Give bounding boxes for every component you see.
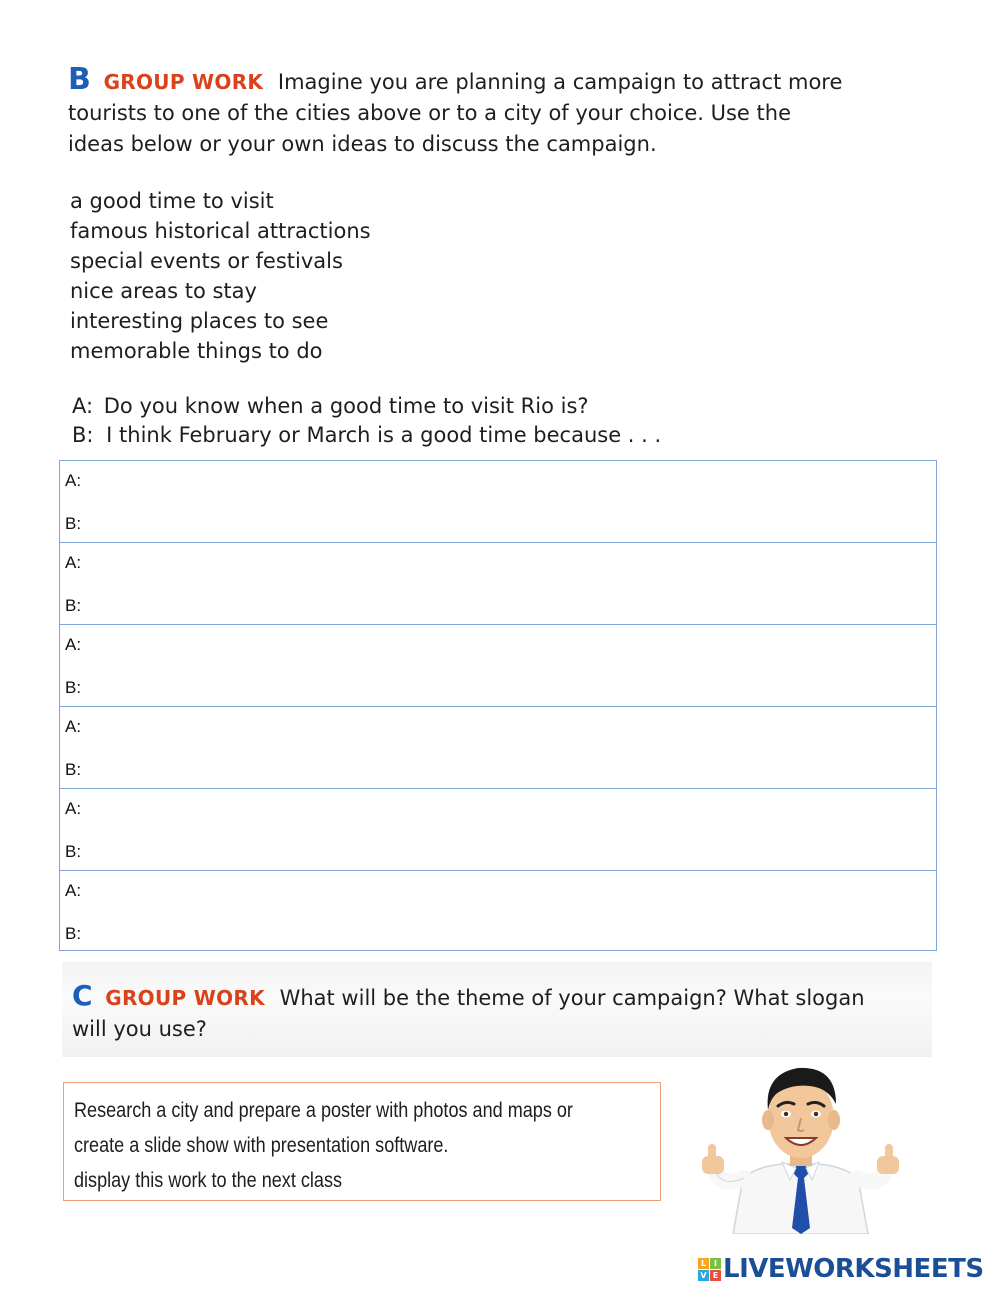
answer-pair <box>60 789 936 871</box>
section-c-question <box>72 980 942 1045</box>
answer-table <box>59 460 937 951</box>
logo-tile: E <box>710 1270 721 1281</box>
example-a-text: Do you know when a good time to visit Rio is? <box>103 394 589 418</box>
section-b-instruction-line1: Imagine you are planning a campaign to attract more <box>277 70 843 94</box>
logo-tiles <box>698 1258 721 1281</box>
answer-a-input[interactable] <box>90 797 930 821</box>
logo-tile: I <box>710 1258 721 1269</box>
answer-pair <box>60 707 936 789</box>
answer-b-label: B: <box>65 842 82 861</box>
answer-b-label: B: <box>65 678 82 697</box>
idea-item: a good time to visit <box>70 189 274 213</box>
answer-a-input[interactable] <box>90 879 930 903</box>
example-a-prefix: A: <box>72 394 94 418</box>
section-b-instructions <box>68 64 948 160</box>
idea-item: memorable things to do <box>70 339 323 363</box>
answer-a-input[interactable] <box>90 715 930 739</box>
logo-tile: V <box>698 1270 709 1281</box>
example-dialogue <box>72 392 661 450</box>
answer-b-label: B: <box>65 760 82 779</box>
section-b-letter: B <box>68 62 91 97</box>
answer-b-label: B: <box>65 514 82 533</box>
research-box <box>63 1082 661 1201</box>
idea-item: special events or festivals <box>70 249 343 273</box>
answer-b-input[interactable] <box>90 512 930 536</box>
answer-pair <box>60 461 936 543</box>
section-b-label: GROUP WORK <box>103 70 264 94</box>
answer-b-label: B: <box>65 924 82 943</box>
answer-a-label: A: <box>65 553 82 572</box>
idea-item: nice areas to stay <box>70 279 257 303</box>
section-b-instruction-line2: tourists to one of the cities above or to a city of your choice. Use the <box>68 101 791 125</box>
answer-a-input[interactable] <box>90 469 930 493</box>
answer-a-input[interactable] <box>90 551 930 575</box>
logo-text: LIVEWORKSHEETS <box>723 1254 984 1284</box>
idea-item: interesting places to see <box>70 309 329 333</box>
section-c-label: GROUP WORK <box>105 986 265 1010</box>
liveworksheets-logo <box>698 1254 984 1284</box>
example-b-text: I think February or March is a good time because . . . <box>106 423 662 447</box>
answer-pair <box>60 543 936 625</box>
answer-a-label: A: <box>65 717 82 736</box>
answer-pair <box>60 871 936 952</box>
answer-b-input[interactable] <box>90 676 930 700</box>
research-line: display this work to the next class <box>74 1169 343 1192</box>
logo-tile: L <box>698 1258 709 1269</box>
idea-list <box>70 186 371 366</box>
section-c-letter: C <box>72 979 93 1012</box>
answer-a-input[interactable] <box>90 633 930 657</box>
answer-a-label: A: <box>65 635 82 654</box>
example-b-prefix: B: <box>72 423 94 447</box>
idea-item: famous historical attractions <box>70 219 371 243</box>
answer-a-label: A: <box>65 799 82 818</box>
teacher-thumbs-up-illustration <box>698 1058 903 1234</box>
answer-b-input[interactable] <box>90 758 930 782</box>
section-b-instruction-line3: ideas below or your own ideas to discuss the campaign. <box>68 132 657 156</box>
answer-pair <box>60 625 936 707</box>
section-c-question-line2: will you use? <box>72 1017 207 1041</box>
answer-a-label: A: <box>65 881 82 900</box>
section-c-question-line1: What will be the theme of your campaign? What slogan <box>279 986 865 1010</box>
research-line: Research a city and prepare a poster with photos and maps or <box>74 1099 573 1122</box>
answer-b-label: B: <box>65 596 82 615</box>
answer-a-label: A: <box>65 471 82 490</box>
answer-b-input[interactable] <box>90 840 930 864</box>
research-line: create a slide show with presentation software. <box>74 1134 449 1157</box>
answer-b-input[interactable] <box>90 594 930 618</box>
answer-b-input[interactable] <box>90 922 930 946</box>
